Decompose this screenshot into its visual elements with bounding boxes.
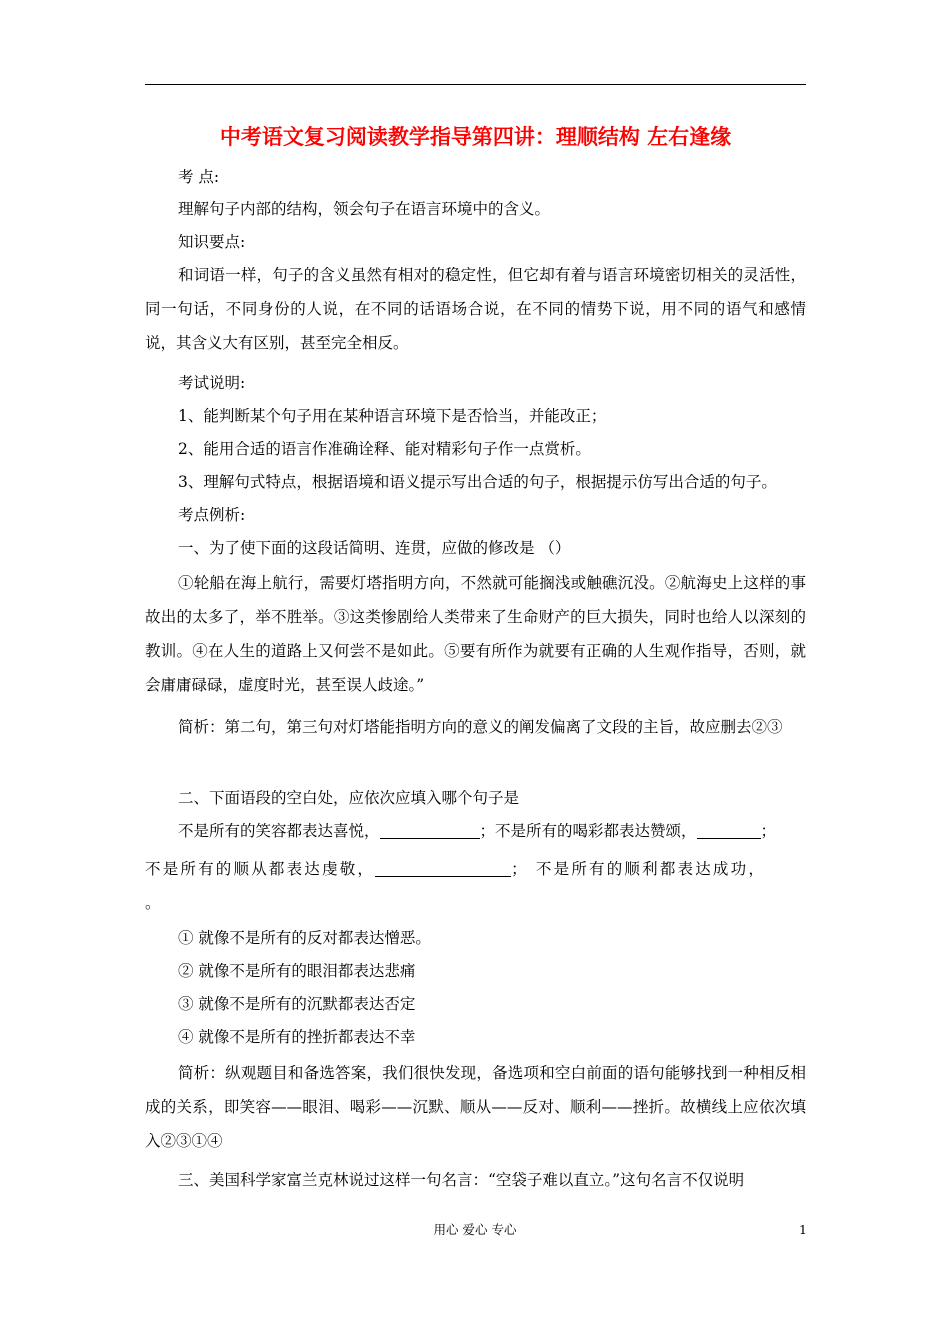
- footer-motto: 用心 爱心 专心: [433, 1222, 517, 1237]
- question-2-analysis: 简析：纵观题目和备选答案，我们很快发现，备选项和空白前面的语句能够找到一种相反相成的关系，即笑容——眼泪、喝彩——沉默、顺从——反对、顺利——挫折。故横线上应依次填入②③①④: [145, 1064, 806, 1150]
- page-number: 1: [799, 1222, 807, 1237]
- option-3: ③ 就像不是所有的沉默都表达否定: [178, 995, 416, 1013]
- q2-segment-3: ；: [760, 822, 777, 840]
- question-2-line-3: [145, 886, 806, 920]
- q2-segment-5: ； 不是所有的顺利都表达成功，: [511, 860, 767, 878]
- section-heading-liexi: 考点例析:: [178, 506, 246, 524]
- option-1: ① 就像不是所有的反对都表达憎恶。: [178, 929, 431, 947]
- q2-segment-2: ；不是所有的喝彩都表达赞颂，: [479, 822, 697, 840]
- q2-segment-1: 不是所有的笑容都表达喜悦，: [178, 822, 380, 840]
- question-1-passage: ①轮船在海上航行，需要灯塔指明方向，不然就可能搁浅或触礁沉没。②航海史上这样的事故出的太多了，举不胜举。③这类惨剧给人类带来了生命财产的巨大损失，同时也给人以深刻的教训。④在人生的道路上又何尝不是如此。⑤要有所作为就要有正确的人生观作指导，否则，就会庸庸碌碌，虚度时光，甚至误人歧途。”: [145, 574, 806, 694]
- option-2: ② 就像不是所有的眼泪都表达悲痛: [178, 962, 416, 980]
- question-1-prompt: 一、为了使下面的这段话简明、连贯，应做的修改是 （）: [178, 539, 571, 557]
- question-3-prompt: 三、美国科学家富兰克林说过这样一句名言：“空袋子难以直立。”这句名言不仅说明: [178, 1171, 745, 1189]
- fill-blank-3[interactable]: [375, 858, 511, 877]
- question-2-line-1: [145, 814, 806, 848]
- section-heading-kaodian: 考 点:: [178, 168, 220, 186]
- question-2-prompt: 二、下面语段的空白处，应依次应填入哪个句子是: [178, 789, 520, 807]
- question-2-line-2: [145, 852, 806, 886]
- section-heading-kaoshi: 考试说明:: [178, 374, 246, 392]
- kaoshi-item-2: 2、能用合适的语言作准确诠释、能对精彩句子作一点赏析。: [178, 440, 591, 458]
- header-rule: [145, 84, 806, 85]
- question-1-analysis: 简析：第二句，第三句对灯塔能指明方向的意义的阐发偏离了文段的主旨，故应删去②③: [178, 718, 783, 736]
- document-title: 中考语文复习阅读教学指导第四讲：理顺结构 左右逢缘: [219, 124, 732, 149]
- option-4: ④ 就像不是所有的挫折都表达不幸: [178, 1028, 416, 1046]
- fill-blank-1[interactable]: [380, 820, 480, 839]
- kaoshi-item-3: 3、理解句式特点，根据语境和语义提示写出合适的句子，根据提示仿写出合适的句子。: [178, 473, 777, 491]
- q2-segment-4: 不是所有的顺从都表达虔敬，: [145, 860, 376, 878]
- section-heading-zhishi: 知识要点:: [178, 233, 246, 251]
- kaoshi-item-1: 1、能判断某个句子用在某种语言环境下是否恰当，并能改正；: [178, 407, 607, 425]
- zhishi-paragraph: 和词语一样，句子的含义虽然有相对的稳定性，但它却有着与语言环境密切相关的灵活性，同一句话，不同身份的人说，在不同的话语场合说，在不同的情势下说，用不同的语气和感情说，其含义大有区别，甚至完全相反。: [145, 266, 806, 352]
- fill-blank-2[interactable]: [697, 820, 761, 839]
- kaodian-text: 理解句子内部的结构，领会句子在语言环境中的含义。: [178, 200, 551, 218]
- q2-segment-6: 。: [145, 894, 161, 912]
